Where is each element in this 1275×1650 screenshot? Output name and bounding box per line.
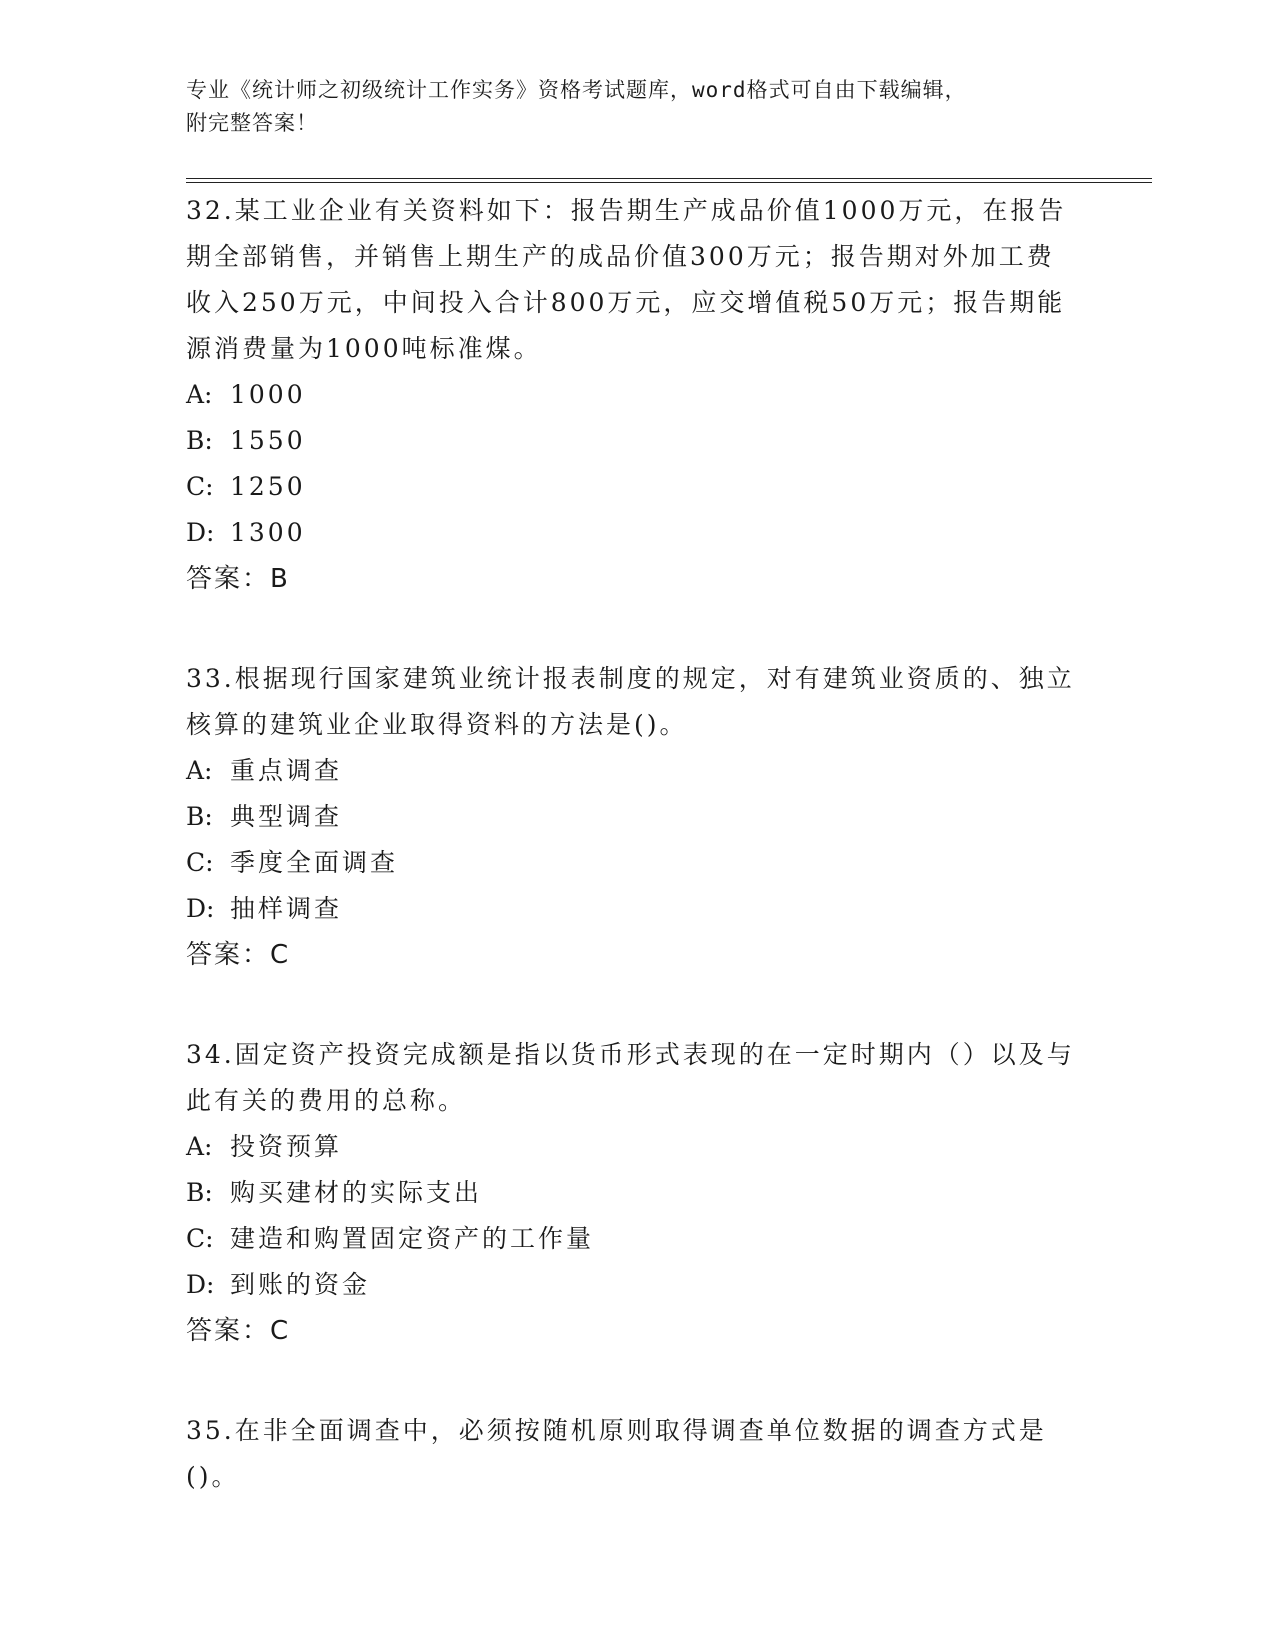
option-text: 购买建材的实际支出 [230,1178,483,1207]
option-a [186,372,1076,418]
option-text: 到账的资金 [230,1270,371,1299]
question-stem: 33.根据现行国家建筑业统计报表制度的规定，对有建筑业资质的、独立核算的建筑业企业取得资料的方法是()。 [186,664,1075,739]
option-text: 重点调查 [230,756,343,785]
question-35 [186,1408,1076,1500]
option-letter: D: [186,1270,215,1299]
option-text: 1250 [230,472,306,501]
option-text: 1300 [230,518,306,547]
option-d [186,510,1076,556]
document-header [186,74,1066,140]
option-d [186,1262,1076,1308]
option-letter: C: [186,472,214,501]
option-letter: A: [186,756,213,785]
option-letter: B: [186,802,213,831]
question-34 [186,1032,1076,1354]
option-text: 抽样调查 [230,894,343,923]
option-a [186,748,1076,794]
option-letter: A: [186,1132,213,1161]
option-text: 典型调查 [230,802,343,831]
option-letter: B: [186,1178,213,1207]
header-divider [186,178,1152,183]
question-33 [186,656,1076,978]
answer-line: 答案：B [186,564,290,594]
answer-line: 答案：C [186,940,291,970]
option-c [186,1216,1076,1262]
question-32 [186,188,1076,602]
option-text: 投资预算 [230,1132,343,1161]
question-stem: 32.某工业企业有关资料如下：报告期生产成品价值1000万元，在报告期全部销售，并销售上期生产的成品价值300万元；报告期对外加工费收入250万元，中间投入合计800万元，应交增值税50万元；报告期能源消费量为1000吨标准煤。 [186,196,1067,363]
header-line-1: 专业《统计师之初级统计工作实务》资格考试题库，word格式可自由下载编辑， [186,78,967,102]
option-text: 建造和购置固定资产的工作量 [230,1224,595,1253]
answer-line: 答案：C [186,1316,291,1346]
question-stem: 34.固定资产投资完成额是指以货币形式表现的在一定时期内（）以及与此有关的费用的总称。 [186,1040,1075,1115]
option-text: 1000 [230,380,306,409]
question-list [186,188,1076,1554]
option-d [186,886,1076,932]
option-text: 1550 [230,426,306,455]
option-letter: D: [186,518,215,547]
option-b [186,418,1076,464]
option-letter: C: [186,848,214,877]
option-text: 季度全面调查 [230,848,399,877]
question-stem: 35.在非全面调查中，必须按随机原则取得调查单位数据的调查方式是()。 [186,1416,1047,1491]
header-line-2: 附完整答案！ [186,111,318,135]
option-letter: D: [186,894,215,923]
option-b [186,1170,1076,1216]
option-a [186,1124,1076,1170]
option-letter: A: [186,380,213,409]
option-b [186,794,1076,840]
option-c [186,840,1076,886]
option-letter: C: [186,1224,214,1253]
option-letter: B: [186,426,213,455]
option-c [186,464,1076,510]
